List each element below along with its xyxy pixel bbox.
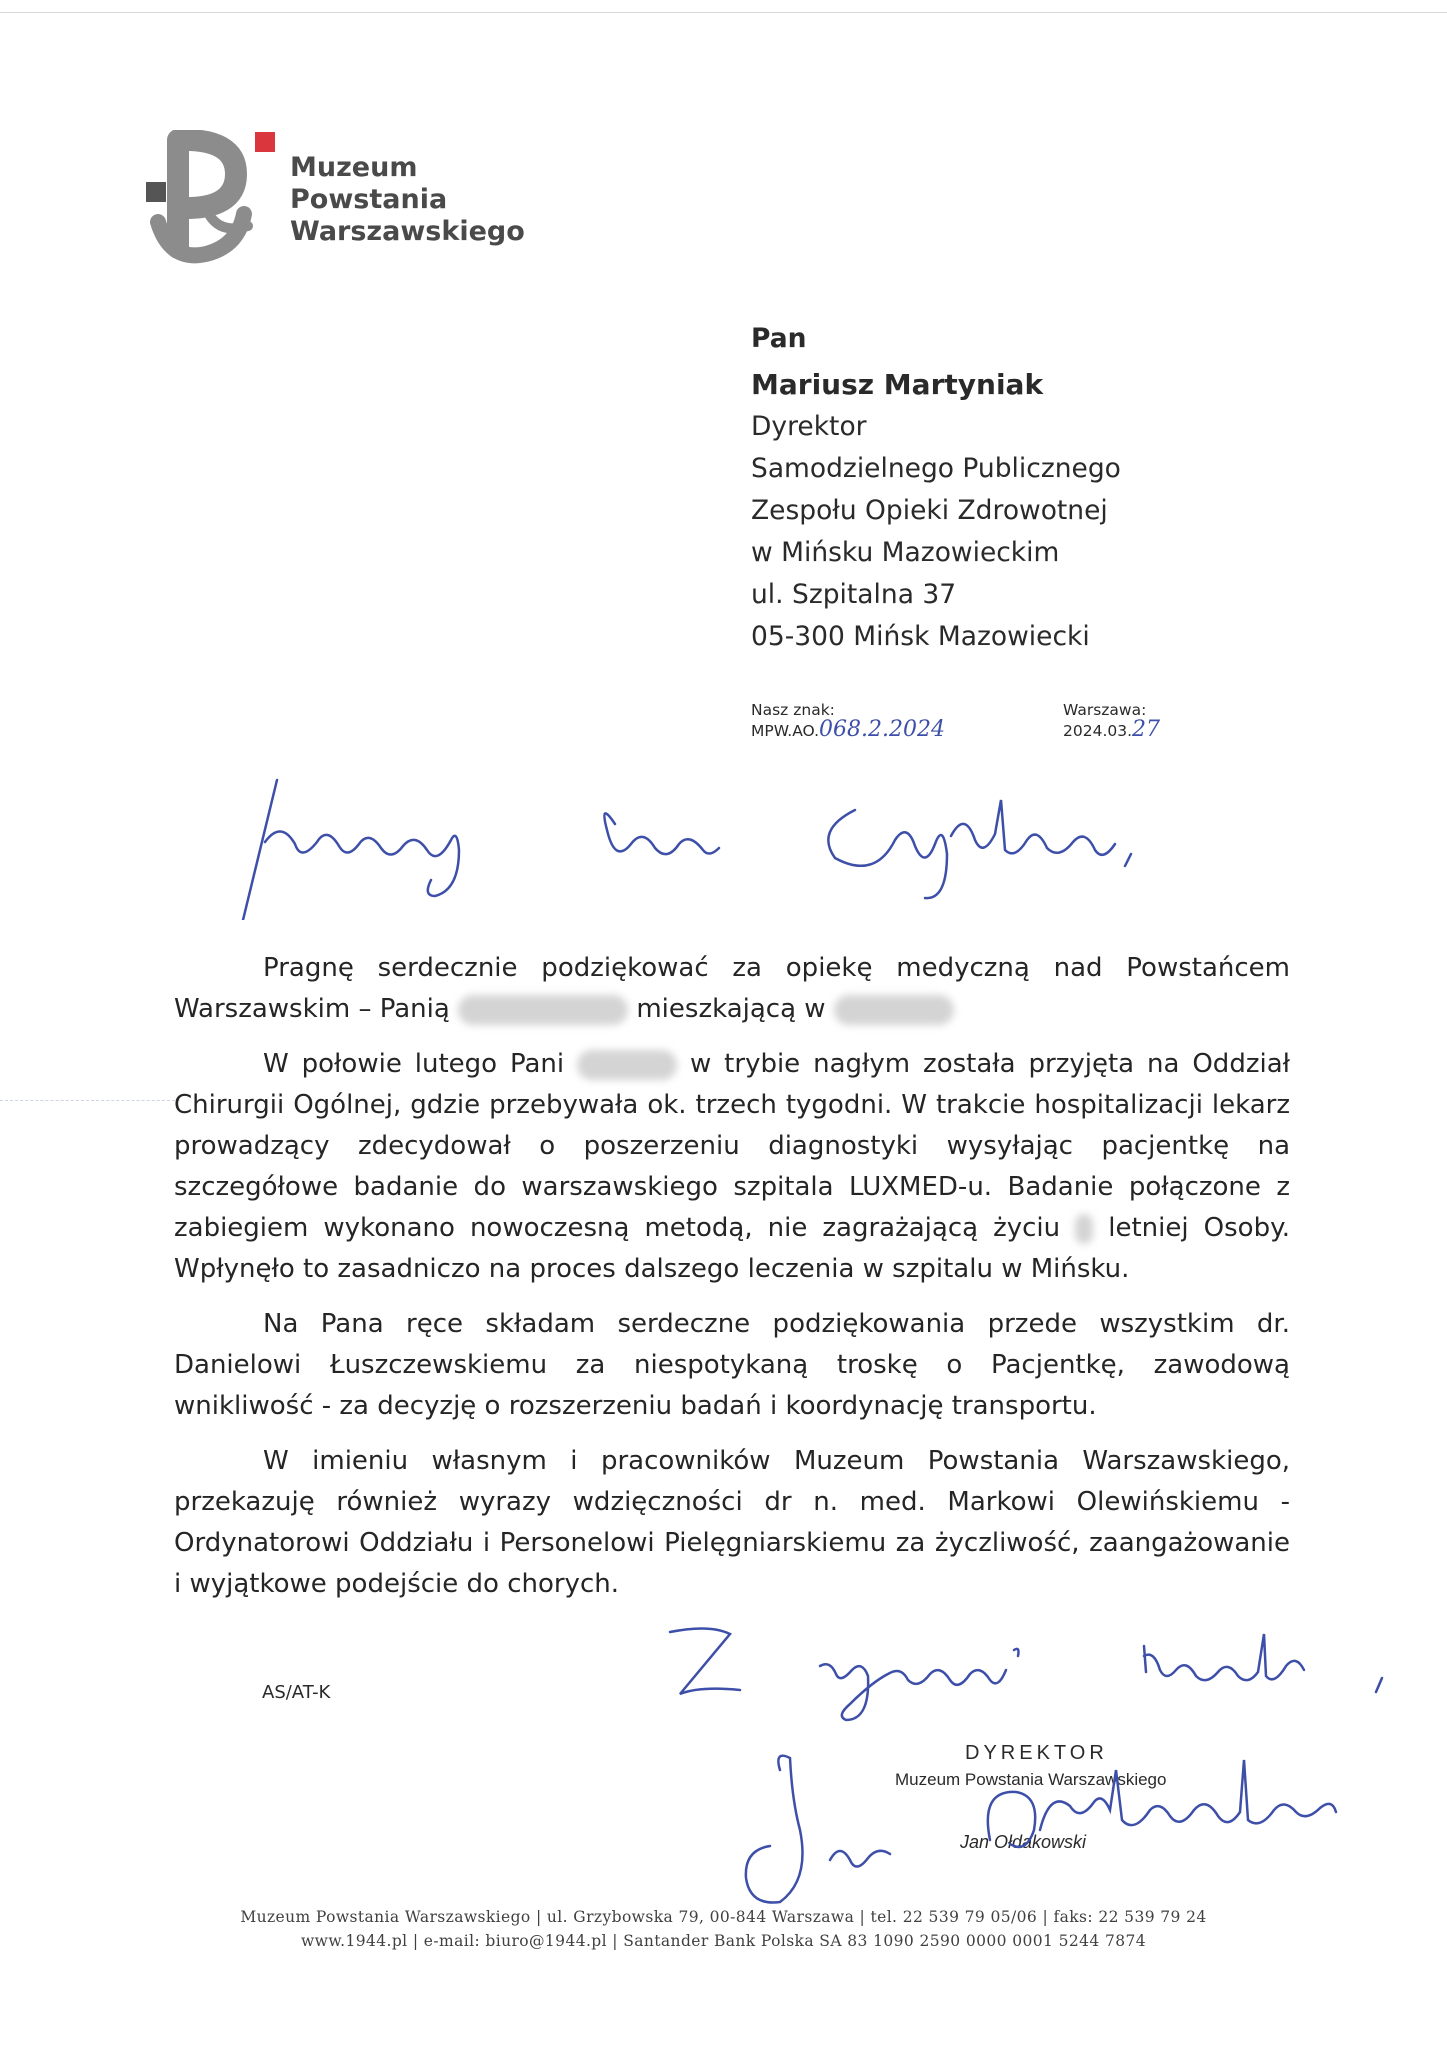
recipient-address (751, 318, 1371, 658)
scan-edge-line (0, 12, 1447, 13)
letter-body (174, 948, 1290, 1619)
recipient-line: ul. Szpitalna 37 (751, 579, 957, 610)
logo-line-3: Warszawskiego (290, 216, 525, 247)
reference-number (751, 700, 945, 741)
stamp-organization: Muzeum Powstania Warszawskiego (895, 1770, 1167, 1789)
recipient-line: Zespołu Opieki Zdrowotnej (751, 495, 1108, 526)
body-paragraph-2: W połowie lutego Pani w trybie nagłym została przyjęta na Oddział Chirurgii Ogólnej, gdzie przebywała ok. trzech tygodni. W trakcie hospitalizacji lekarz prowadzący zdecydował o poszerzeniu diagnostyki wysyłając pacjentkę na szczegółowe badanie do warszawskiego szpitala LUXMED-u. Badanie połączone z zabiegiem wykonano nowoczesną metodą, nie zagrażającą życiu letniej Osoby. Wpłynęło to zasadniczo na proces dalszego leczenia w szpitalu w Mińsku. (174, 1049, 1291, 1284)
logo-line-1: Muzeum (290, 152, 418, 183)
body-paragraph-1: Pragnę serdecznie podziękować za opiekę medyczną nad Powstańcem Warszawskim – Panią mieszkającą w (174, 953, 1290, 1024)
museum-emblem-icon (140, 130, 280, 270)
stamp-title: DYREKTOR (965, 1742, 1108, 1764)
letter-footer (100, 1905, 1347, 1953)
recipient-line: Samodzielnego Publicznego (751, 453, 1121, 484)
recipient-title: Pan (751, 323, 807, 354)
handwritten-closing (660, 1620, 1400, 1730)
recipient-line: w Mińsku Mazowieckim (751, 537, 1060, 568)
recipient-name: Mariusz Martyniak (751, 368, 1044, 401)
redacted-name (577, 1050, 677, 1080)
stamp-name: Jan Ołdakowski (960, 1832, 1087, 1852)
scan-fold-line (0, 1100, 180, 1101)
handwritten-signature (740, 1730, 1360, 1910)
footer-contact-line: Muzeum Powstania Warszawskiego | ul. Grzybowska 79, 00-844 Warszawa | tel. 22 539 79 05/06 | faks: 22 539 79 24 (240, 1908, 1207, 1926)
redacted-place (834, 995, 954, 1025)
document-initials: AS/AT-K (262, 1682, 331, 1703)
logo-line-2: Powstania (290, 184, 448, 215)
reference-handwritten: 068.2.2024 (819, 717, 945, 742)
museum-logo-text (290, 152, 525, 248)
reference-label: Nasz znak: (751, 701, 835, 719)
date-prefix: 2024.03. (1063, 722, 1133, 740)
handwritten-salutation (235, 770, 1135, 920)
recipient-line: Dyrektor (751, 411, 867, 442)
recipient-line: 05-300 Mińsk Mazowiecki (751, 621, 1090, 652)
footer-bank-line: www.1944.pl | e-mail: biuro@1944.pl | Santander Bank Polska SA 83 1090 2590 0000 0001 5244 7874 (300, 1932, 1147, 1950)
date-handwritten: 27 (1132, 717, 1161, 742)
redacted-age (1075, 1214, 1093, 1244)
reference-prefix: MPW.AO. (751, 722, 820, 740)
letter-date (1063, 700, 1160, 741)
body-paragraph-4: W imieniu własnym i pracowników Muzeum Powstania Warszawskiego, przekazuję również wyrazy wdzięczności dr n. med. Markowi Olewińskiemu - Ordynatorowi Oddziału i Personelowi Pielęgniarskiemu za życzliwość, zaangażowanie i wyjątkowe podejście do chorych. (174, 1446, 1290, 1599)
place-label: Warszawa: (1063, 701, 1147, 719)
body-paragraph-3: Na Pana ręce składam serdeczne podziękowania przede wszystkim dr. Danielowi Łuszczewskiemu za niespotykaną troskę o Pacjentkę, zawodową wnikliwość - za decyzję o rozszerzeniu badań i koordynację transportu. (174, 1309, 1290, 1421)
museum-logo (140, 130, 525, 270)
redacted-name (458, 995, 628, 1025)
